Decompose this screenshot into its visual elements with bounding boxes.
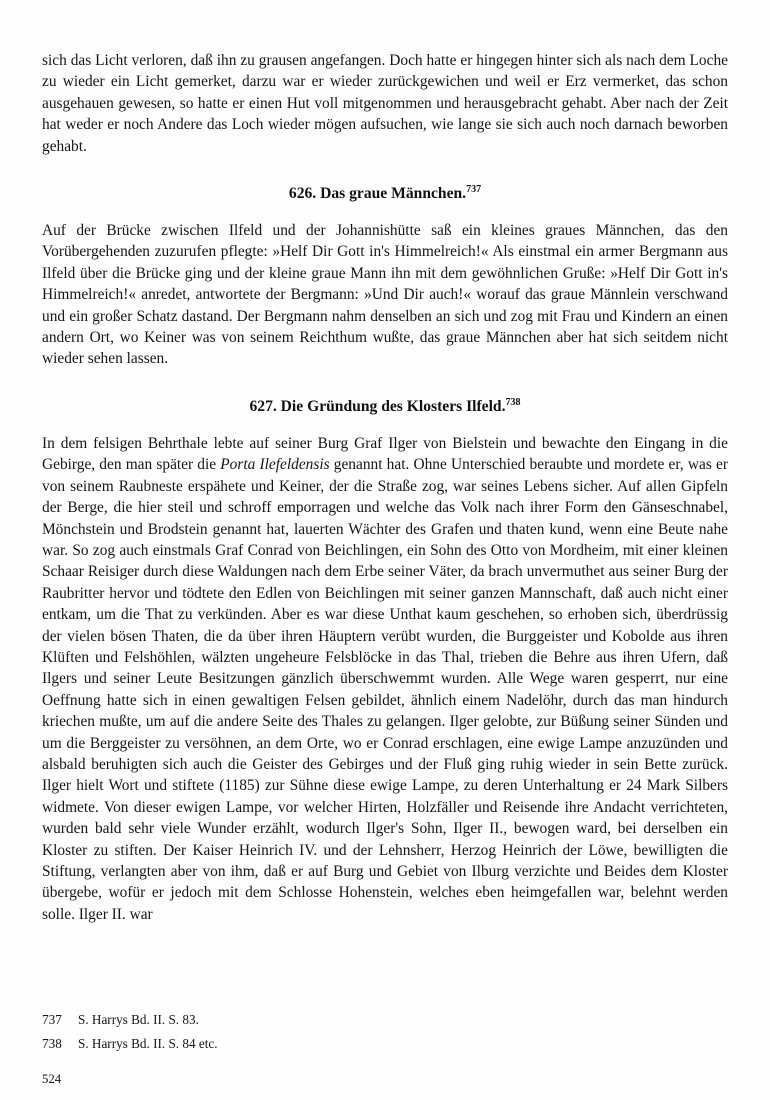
paragraph-segment: genannt hat. Ohne Unterschied beraubte und mordete er, was er von seinem Raubneste erspähete und Keiner, der die Straße zog, war seines Lebens sicher. Auf allen Gipfeln der Berge, die hier steil und schroff emporragen und welche das Volk nach ihrer Form den Gänseschnabel, Mönchstein und Brodstein genannt hat, lauerten Wächter des Grafen und thaten kund, wenn eine Beute nahe war. So zog auch einstmals Graf Conrad von Beichlingen, ein Sohn des Otto von Mordheim, mit einer kleinen Schaar Reisiger durch diese Waldungen nach dem Erbe seiner Väter, da brach unvermuthet aus seiner Burg der Raubritter hervor und tödtete den Edlen von Beichlingen mit seiner ganzen Mannschaft, daß auch nicht einer entkam, um die That zu verkünden. Aber es war diese Unthat kaum geschehen, so erhoben sich, überdrüssig der vielen bösen Thaten, die da über ihren Häuptern verübt wurden, die Burggeister und Kobolde aus ihren Klüften und Felshöhlen, wälzten ungeheure Felsblöcke in das Thal, trieben die Behre aus ihren Ufern, daß Ilgers und seiner Leute Besitzungen gänzlich überschwemmt wurden. Alle Wege waren gesperrt, nur eine Oeffnung hatte sich in einen gewaltigen Felsen gebildet, ähnlich einem Nadelöhr, durch das man hindurch kriechen mußte, um auf die andere Seite des Thales zu gelangen. Ilger gelobte, zur Büßung seiner Sünden und um die Berggeister zu versöhnen, an dem Orte, wo er Conrad erschlagen, eine ewige Lampe anzuzünden und alsbald beruhigten sich auch die Geister des Gebirges und der Fluß ging ruhig wieder in sein Bette zurück. Ilger hielt Wort und stiftete (1185) zur Sühne diese ewige Lampe, zu deren Unterhaltung er 24 Mark Silbers widmete. Von dieser ewigen Lampe, vor welcher Hirten, Holzfäller und Reisende ihre Andacht verrichteten, wurden bald sehr viele Wunder erzählt, wodurch Ilger's Sohn, Ilger II., bewogen ward, bei derselben ein Kloster zu stiften. Der Kaiser Heinrich IV. und der Lehnsherr, Herzog Heinrich der Löwe, bewilligten die Stiftung, verlangten aber von ihm, daß er auf Burg und Gebiet von Ilburg verzichte und Beides dem Kloster übergebe, wofür er jedoch mit dem Schlosse Hohenstein, welches eben heimgefallen war, belehnt werden solle. Ilger II. war <box>42 456 728 923</box>
footnote-text: S. Harrys Bd. II. S. 84 etc. <box>78 1036 218 1051</box>
section-heading-626 <box>42 184 728 203</box>
footnote-marker-737: 737 <box>466 183 482 195</box>
section-heading-627 <box>42 397 728 416</box>
paragraph-segment: In dem felsigen Behrthale lebte auf seiner Burg Graf Ilger von Bielstein und bewachte den Eingang in die Gebirge, den man später die <box>42 434 728 474</box>
continuation-paragraph: sich das Licht verloren, daß ihn zu grausen angefangen. Doch hatte er hingegen hinter sich als nach dem Loche zu wieder ein Licht gemerket, darzu war er wieder zurückgewichen und weil er Erz vermerket, das schon ausgehauen gewesen, so hatte er einen Hut voll mitgenommen und herausgebracht gehabt. Aber nach der Zeit hat weder er noch Andere das Loch wieder mögen aufsuchen, wie lange sie sich auch noch darnach beworben gehabt. <box>42 52 728 155</box>
footnotes-block <box>42 1012 728 1060</box>
footnote-number: 738 <box>42 1036 62 1051</box>
footnote-text: S. Harrys Bd. II. S. 83. <box>78 1012 199 1027</box>
page-number: 524 <box>42 1072 62 1086</box>
footnote-number: 737 <box>42 1012 62 1027</box>
footnote <box>42 1012 728 1028</box>
section-heading-text: 627. Die Gründung des Klosters Ilfeld. <box>249 397 506 415</box>
footnote-marker-738: 738 <box>505 396 521 408</box>
section-paragraph-627 <box>42 433 728 925</box>
main-text-column <box>42 50 728 925</box>
section-paragraph-626: Auf der Brücke zwischen Ilfeld und der Johannishütte saß ein kleines graues Männchen, das den Vorübergehenden zuzurufen pflegte: »Helf Dir Gott in's Himmelreich!« Als einstmal ein armer Bergmann aus Ilfeld über die Brücke ging und der kleine graue Mann ihn mit dem gewöhnlichen Gruße: »Helf Dir Gott in's Himmelreich!« anredet, antwortete der Bergmann: »Und Dir auch!« worauf das graue Männlein verschwand und ein großer Schatz dastand. Der Bergmann nahm denselben an sich und zog mit Frau und Kindern an einen andern Ort, wo Keiner was von seinem Reichthum wußte, das graue Männchen aber hat sich seitdem nicht wieder sehen lassen. <box>42 222 728 368</box>
section-heading-text: 626. Das graue Männchen. <box>288 185 467 203</box>
footnote <box>42 1036 728 1052</box>
latin-phrase: Porta Ilefeldensis <box>220 456 330 474</box>
